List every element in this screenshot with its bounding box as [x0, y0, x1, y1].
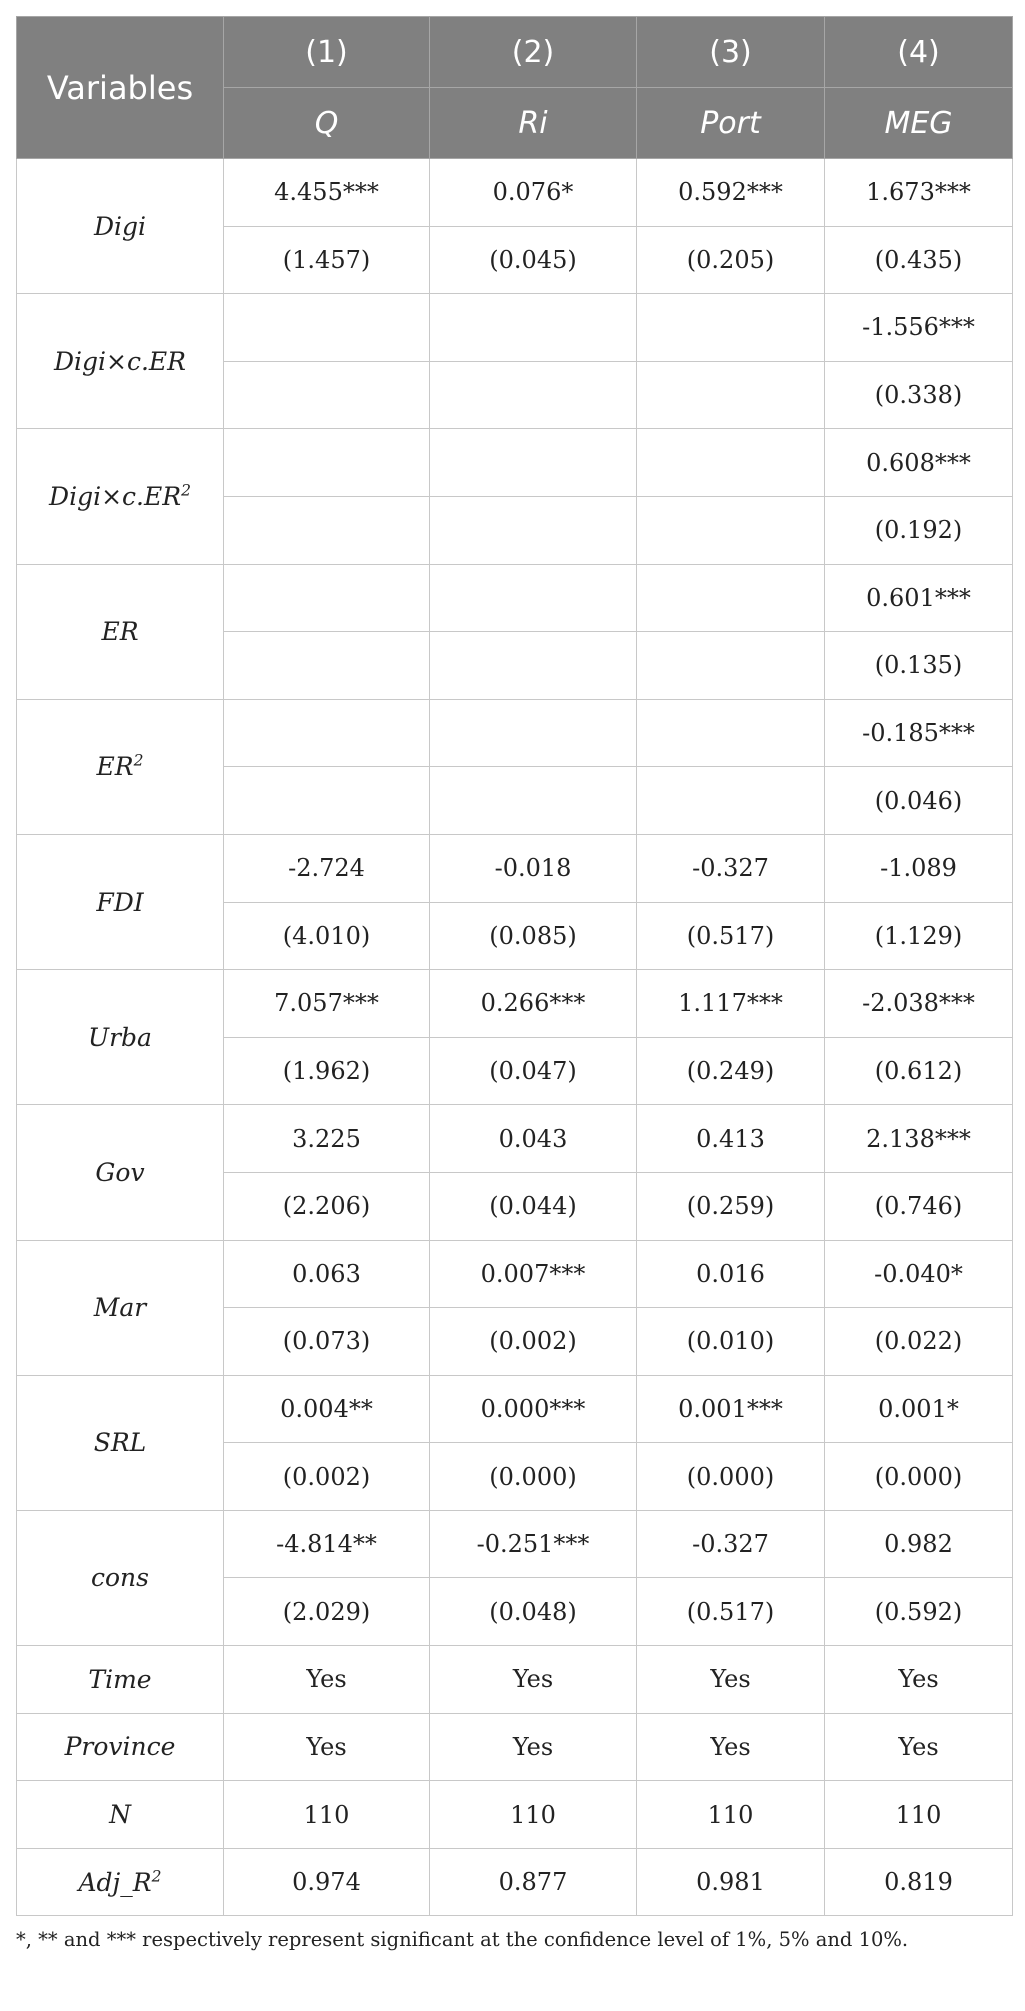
coefficient-cell: 3.225 [224, 1105, 430, 1173]
standard-error-cell: (0.259) [637, 1172, 825, 1240]
header-model-name: Q [224, 88, 430, 159]
variable-name: Digi×c.ER [49, 481, 182, 511]
standard-error-cell: (0.044) [430, 1172, 637, 1240]
coefficient-cell: 0.413 [637, 1105, 825, 1173]
variable-name: Urba [88, 1022, 152, 1052]
coefficient-cell: 1.673*** [825, 159, 1013, 227]
summary-cell: 110 [825, 1781, 1013, 1849]
standard-error-cell: (0.048) [430, 1578, 637, 1646]
summary-row [17, 1713, 1013, 1781]
standard-error-cell [637, 361, 825, 429]
coefficient-cell: 0.000*** [430, 1375, 637, 1443]
table-body [17, 159, 1013, 1916]
summary-cell: Yes [224, 1646, 430, 1714]
header-model-name: Ri [430, 88, 637, 159]
coefficient-cell: 4.455*** [224, 159, 430, 227]
coefficient-cell [224, 294, 430, 362]
coefficient-row [17, 1375, 1013, 1443]
standard-error-cell: (0.002) [224, 1443, 430, 1511]
coefficient-cell: 0.016 [637, 1240, 825, 1308]
variable-name-cell [17, 1510, 224, 1645]
standard-error-cell: (0.435) [825, 226, 1013, 294]
coefficient-row [17, 294, 1013, 362]
standard-error-cell: (0.000) [825, 1443, 1013, 1511]
table-header [17, 17, 1013, 159]
coefficient-cell: 1.117*** [637, 970, 825, 1038]
standard-error-cell [430, 496, 637, 564]
coefficient-cell: 0.001*** [637, 1375, 825, 1443]
coefficient-cell: 0.063 [224, 1240, 430, 1308]
standard-error-cell [430, 632, 637, 700]
variable-name-cell [17, 1781, 224, 1849]
variable-name-cell [17, 1240, 224, 1375]
standard-error-cell: (0.192) [825, 496, 1013, 564]
variable-name: SRL [93, 1428, 147, 1458]
variable-name: N [109, 1800, 131, 1830]
coefficient-cell: 0.004** [224, 1375, 430, 1443]
variable-name: Gov [95, 1157, 145, 1187]
standard-error-cell: (0.000) [430, 1443, 637, 1511]
standard-error-cell [430, 767, 637, 835]
variable-name-cell [17, 699, 224, 834]
header-model-number: (4) [825, 17, 1013, 88]
coefficient-cell: -0.040* [825, 1240, 1013, 1308]
summary-cell: 0.981 [637, 1848, 825, 1916]
header-model-number: (2) [430, 17, 637, 88]
standard-error-cell: (0.746) [825, 1172, 1013, 1240]
variable-name-cell [17, 294, 224, 429]
coefficient-cell: -1.089 [825, 834, 1013, 902]
standard-error-cell: (0.517) [637, 902, 825, 970]
coefficient-cell [637, 294, 825, 362]
standard-error-cell: (0.010) [637, 1308, 825, 1376]
coefficient-row [17, 1510, 1013, 1578]
variable-name-cell [17, 1646, 224, 1714]
standard-error-cell [430, 361, 637, 429]
variable-name-cell [17, 1375, 224, 1510]
standard-error-cell: (0.612) [825, 1037, 1013, 1105]
standard-error-cell: (0.046) [825, 767, 1013, 835]
standard-error-cell: (2.029) [224, 1578, 430, 1646]
variable-name-cell [17, 564, 224, 699]
coefficient-cell [224, 699, 430, 767]
summary-cell: 110 [224, 1781, 430, 1849]
regression-table [16, 16, 1013, 1916]
standard-error-cell: (2.206) [224, 1172, 430, 1240]
variable-name: Digi [93, 211, 147, 241]
coefficient-cell: -4.814** [224, 1510, 430, 1578]
standard-error-cell [224, 496, 430, 564]
standard-error-cell [637, 767, 825, 835]
coefficient-cell [430, 294, 637, 362]
coefficient-cell: 0.266*** [430, 970, 637, 1038]
coefficient-cell: -0.327 [637, 1510, 825, 1578]
coefficient-cell: 0.982 [825, 1510, 1013, 1578]
standard-error-cell [224, 361, 430, 429]
header-variables: Variables [17, 17, 224, 159]
variable-name: cons [91, 1563, 149, 1593]
standard-error-cell [224, 632, 430, 700]
standard-error-cell [224, 767, 430, 835]
variable-name: ER [96, 752, 134, 782]
standard-error-cell: (0.085) [430, 902, 637, 970]
variable-name-cell [17, 429, 224, 564]
coefficient-cell: -0.327 [637, 834, 825, 902]
coefficient-cell: -2.038*** [825, 970, 1013, 1038]
variable-name: ER [101, 617, 139, 647]
standard-error-cell: (0.002) [430, 1308, 637, 1376]
standard-error-cell: (0.047) [430, 1037, 637, 1105]
summary-cell: Yes [637, 1646, 825, 1714]
standard-error-cell: (0.000) [637, 1443, 825, 1511]
coefficient-cell [430, 429, 637, 497]
standard-error-cell: (1.129) [825, 902, 1013, 970]
summary-cell: Yes [430, 1713, 637, 1781]
coefficient-cell: 0.601*** [825, 564, 1013, 632]
standard-error-cell: (0.517) [637, 1578, 825, 1646]
regression-table-container [16, 16, 1012, 1951]
variable-name: Digi×c.ER [53, 346, 186, 376]
coefficient-cell [224, 564, 430, 632]
coefficient-row [17, 1240, 1013, 1308]
coefficient-row [17, 970, 1013, 1038]
standard-error-cell: (4.010) [224, 902, 430, 970]
summary-cell: Yes [825, 1713, 1013, 1781]
standard-error-cell [637, 496, 825, 564]
header-model-name: Port [637, 88, 825, 159]
coefficient-cell [637, 699, 825, 767]
variable-name: Mar [93, 1293, 147, 1323]
coefficient-cell: 0.076* [430, 159, 637, 227]
header-model-number: (3) [637, 17, 825, 88]
header-row-numbers [17, 17, 1013, 88]
variable-superscript: 2 [151, 1867, 162, 1886]
coefficient-cell: 0.592*** [637, 159, 825, 227]
variable-name: FDI [96, 887, 144, 917]
coefficient-cell: -2.724 [224, 834, 430, 902]
header-model-number: (1) [224, 17, 430, 88]
summary-row [17, 1646, 1013, 1714]
coefficient-cell [430, 564, 637, 632]
coefficient-cell: -0.018 [430, 834, 637, 902]
coefficient-row [17, 564, 1013, 632]
standard-error-cell: (0.249) [637, 1037, 825, 1105]
summary-cell: Yes [430, 1646, 637, 1714]
summary-cell: 110 [637, 1781, 825, 1849]
summary-cell: 0.877 [430, 1848, 637, 1916]
standard-error-cell: (0.592) [825, 1578, 1013, 1646]
coefficient-row [17, 1105, 1013, 1173]
coefficient-row [17, 834, 1013, 902]
summary-cell: 110 [430, 1781, 637, 1849]
summary-cell: Yes [224, 1713, 430, 1781]
table-footnote: *, ** and *** respectively represent significant at the confidence level of 1%, 5% and 10%. [16, 1928, 909, 1952]
header-model-name: MEG [825, 88, 1013, 159]
variable-name-cell [17, 159, 224, 294]
standard-error-cell: (0.073) [224, 1308, 430, 1376]
standard-error-cell: (0.205) [637, 226, 825, 294]
variable-name-cell [17, 970, 224, 1105]
variable-superscript: 2 [181, 481, 191, 500]
variable-name-cell [17, 1713, 224, 1781]
coefficient-cell: 0.001* [825, 1375, 1013, 1443]
summary-cell: Yes [637, 1713, 825, 1781]
coefficient-cell: -0.185*** [825, 699, 1013, 767]
variable-name: Adj_R [78, 1867, 152, 1897]
coefficient-cell: 2.138*** [825, 1105, 1013, 1173]
coefficient-cell [637, 564, 825, 632]
variable-name-cell [17, 834, 224, 969]
standard-error-cell: (0.045) [430, 226, 637, 294]
variable-name: Province [64, 1732, 176, 1762]
summary-row [17, 1781, 1013, 1849]
coefficient-row [17, 429, 1013, 497]
summary-cell: Yes [825, 1646, 1013, 1714]
variable-name-cell [17, 1848, 224, 1916]
coefficient-cell: -0.251*** [430, 1510, 637, 1578]
coefficient-cell [224, 429, 430, 497]
coefficient-cell: -1.556*** [825, 294, 1013, 362]
coefficient-cell: 7.057*** [224, 970, 430, 1038]
coefficient-cell: 0.007*** [430, 1240, 637, 1308]
coefficient-cell [430, 699, 637, 767]
standard-error-cell: (1.962) [224, 1037, 430, 1105]
summary-row [17, 1848, 1013, 1916]
standard-error-cell: (0.338) [825, 361, 1013, 429]
standard-error-cell: (0.135) [825, 632, 1013, 700]
variable-name: Time [88, 1664, 152, 1694]
standard-error-cell [637, 632, 825, 700]
variable-superscript: 2 [133, 752, 144, 771]
summary-cell: 0.974 [224, 1848, 430, 1916]
variable-name-cell [17, 1105, 224, 1240]
coefficient-cell: 0.043 [430, 1105, 637, 1173]
coefficient-cell [637, 429, 825, 497]
standard-error-cell: (1.457) [224, 226, 430, 294]
summary-cell: 0.819 [825, 1848, 1013, 1916]
coefficient-row [17, 159, 1013, 227]
standard-error-cell: (0.022) [825, 1308, 1013, 1376]
coefficient-row [17, 699, 1013, 767]
coefficient-cell: 0.608*** [825, 429, 1013, 497]
